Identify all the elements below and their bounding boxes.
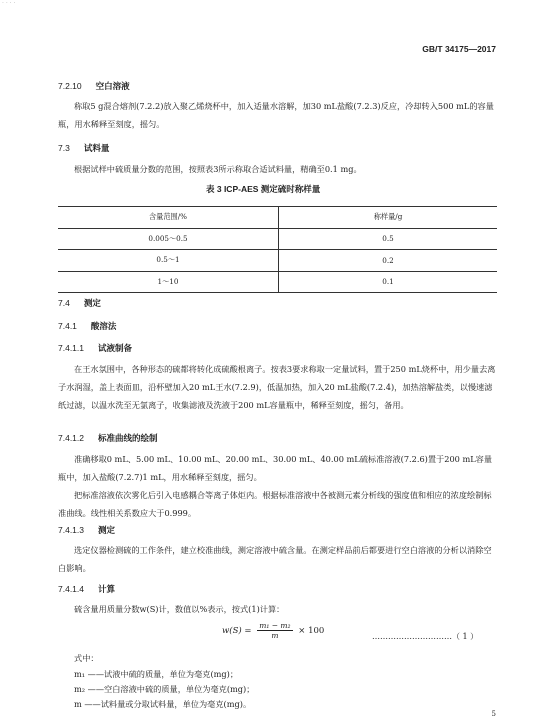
table-row — [58, 250, 497, 272]
section-heading-7-4-1 — [58, 320, 116, 332]
section-number: 7.4.1 — [58, 321, 77, 331]
where-intro: 式中： — [74, 653, 99, 663]
section-heading-7-4-1-2 — [58, 432, 158, 444]
section-heading-7-2-10 — [58, 80, 130, 92]
table-caption: 表 3 ICP-AES 测定硫时称样量 — [206, 184, 321, 194]
paragraph-blank-solution: 称取5 g混合熔剂(7.2.2)放入聚乙烯烧杯中，加入适量水溶解，加30 mL盐酸(7.2.3)反应，冷却转入500 mL的容量瓶，用水稀释至刻度，摇匀。 — [58, 101, 494, 129]
section-number: 7.4 — [58, 298, 70, 308]
section-title: 试液制备 — [98, 343, 133, 353]
section-title: 标准曲线的绘制 — [98, 433, 158, 443]
formula-rhs: × 100 — [298, 626, 325, 636]
paragraph-standard-curve-1: 准确移取0 mL、5.00 mL、10.00 mL、20.00 mL、30.00 mL、40.00 mL硫标准溶液(7.2.6)置于200 mL容量瓶中，加入盐酸(7.2.7)1 mL，用水稀释至刻度，摇匀。 — [58, 454, 493, 482]
column-header: 称样量/g — [279, 207, 498, 229]
corner-mark: · · · · — [2, 0, 16, 7]
section-number: 7.4.1.1 — [58, 343, 84, 353]
paragraph-test-solution-prep: 在王水氛围中，各种形态的硫都将转化成硫酸根离子。按表3要求称取一定量试料，置于250 mL烧杯中，用少量去离子水润湿，盖上表面皿，沿杯壁加入20 mL王水(7.2.9)，低温加热，加入20 mL盐酸(7.2.4)，加热溶解盐类，以慢速滤纸过滤，以温水洗至无氯离子，收集滤液及洗液于200 mL容量瓶中，稀释至刻度，摇匀，备用。 — [58, 364, 496, 410]
section-title: 试料量 — [83, 143, 110, 153]
paragraph-sample-mass: 根据试样中硫质量分数的范围，按照表3所示称取合适试料量，精确至0.1 mg。 — [74, 164, 362, 174]
sample-mass-table — [58, 206, 497, 293]
section-title: 酸溶法 — [90, 321, 117, 331]
paragraph-determination: 选定仪器检测硫的工作条件，建立校准曲线，测定溶液中硫含量。在测定样品前后都要进行空白溶液的分析以消除空白影响。 — [58, 545, 492, 573]
section-title: 计算 — [98, 584, 116, 594]
table-row — [58, 228, 497, 250]
formula-lhs: w(S) = — [222, 626, 252, 636]
standard-id: GB/T 34175—2017 — [422, 44, 496, 54]
table-cell: 0.5 — [279, 228, 498, 250]
formula-fraction — [257, 621, 292, 640]
paragraph-calculation: 硫含量用质量分数w(S)计，数值以%表示，按式(1)计算： — [74, 604, 285, 614]
table-cell: 0.1 — [279, 271, 498, 293]
paragraph-standard-curve-2: 把标准溶液依次雾化后引入电感耦合等离子体炬内。根据标准溶液中各被测元素分析线的强度值和相应的浓度绘制标准曲线。线性相关系数应大于0.999。 — [58, 490, 492, 518]
table-cell: 1～10 — [58, 271, 279, 293]
column-header: 含量范围/% — [58, 207, 279, 229]
section-number: 7.4.1.2 — [58, 433, 84, 443]
formula-denominator: m — [271, 631, 279, 640]
section-heading-7-4 — [58, 297, 101, 309]
table-row — [58, 271, 497, 293]
section-number: 7.4.1.3 — [58, 525, 84, 535]
formula-1 — [222, 621, 324, 640]
section-heading-7-4-1-1 — [58, 342, 132, 354]
formula-ref: …………………………（ 1 ） — [372, 632, 479, 641]
variable-m: m ——试料量或分取试料量，单位为毫克(mg)。 — [74, 699, 252, 709]
variable-m1: m₁ ——试液中硫的质量，单位为毫克(mg)； — [74, 669, 239, 679]
table-cell: 0.5～1 — [58, 250, 279, 272]
section-number: 7.2.10 — [58, 81, 82, 91]
table-header-row — [58, 207, 497, 229]
formula-numerator: m₁ − m₂ — [259, 621, 291, 630]
section-number: 7.3 — [58, 143, 70, 153]
table-cell: 0.2 — [279, 250, 498, 272]
table-cell: 0.005～0.5 — [58, 228, 279, 250]
section-number: 7.4.1.4 — [58, 584, 84, 594]
variable-m2: m₂ ——空白溶液中硫的质量，单位为毫克(mg)； — [74, 684, 255, 694]
section-title: 测定 — [98, 525, 116, 535]
section-title: 空白溶液 — [95, 81, 130, 91]
section-heading-7-3 — [58, 142, 109, 154]
section-heading-7-4-1-4 — [58, 583, 115, 595]
page-number: 5 — [491, 710, 496, 718]
section-heading-7-4-1-3 — [58, 524, 115, 536]
section-title: 测定 — [83, 298, 101, 308]
